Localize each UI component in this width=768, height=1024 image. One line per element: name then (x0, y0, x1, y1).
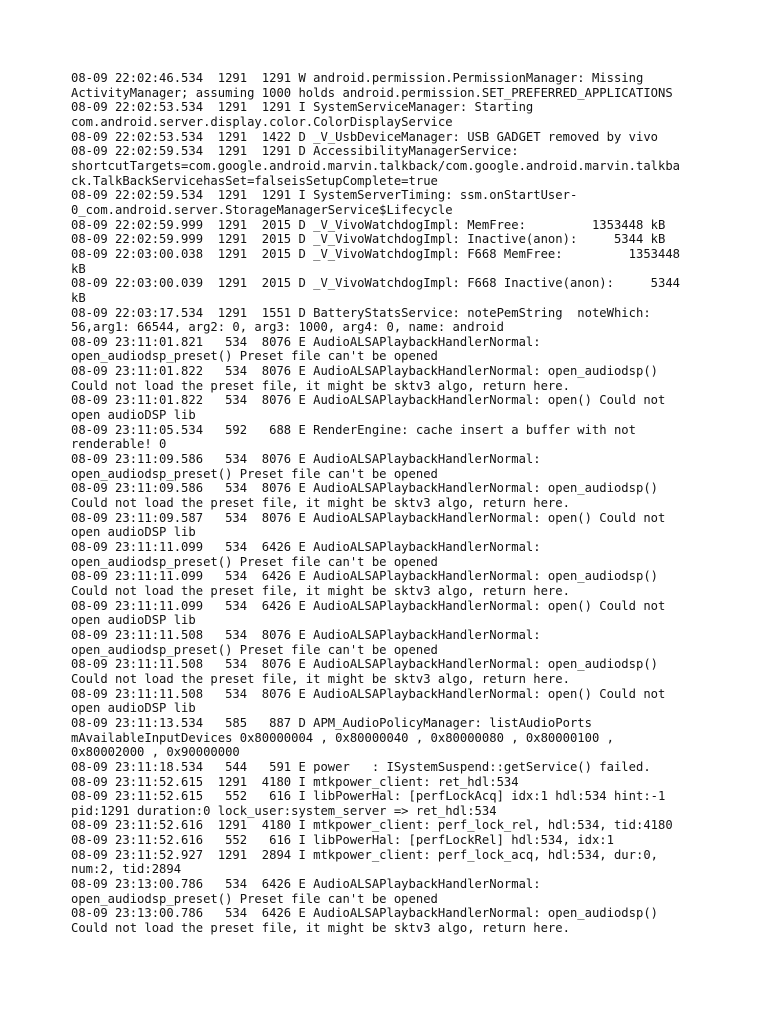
log-line: open audioDSP lib (71, 408, 196, 423)
log-line: open_audiodsp_preset() Preset file can't be opened (71, 642, 438, 657)
log-line: com.android.server.display.color.ColorDisplayService (71, 114, 453, 129)
log-line: Could not load the preset file, it might be sktv3 algo, return here. (71, 583, 570, 598)
log-line: Could not load the preset file, it might be sktv3 algo, return here. (71, 378, 570, 393)
log-line: mAvailableInputDevices 0x80000004 , 0x80000040 , 0x80000080 , 0x80000100 , (71, 730, 614, 745)
log-line: 0x80002000 , 0x90000000 (71, 745, 240, 760)
log-line: 08-09 23:11:11.099 534 6426 E AudioALSAPlaybackHandlerNormal: open() Could not (71, 598, 666, 613)
log-line: 08-09 23:11:09.587 534 8076 E AudioALSAPlaybackHandlerNormal: open() Could not (71, 510, 666, 525)
log-line: ActivityManager; assuming 1000 holds android.permission.SET_PREFERRED_APPLICATIONS (71, 85, 673, 100)
log-line: ck.TalkBackServicehasSet=falseisSetupComplete=true (71, 173, 438, 188)
log-line: renderable! 0 (71, 437, 167, 452)
log-line: 08-09 23:11:52.927 1291 2894 I mtkpower_client: perf_lock_acq, hdl:534, dur:0, (71, 847, 658, 862)
log-line: 08-09 23:11:09.586 534 8076 E AudioALSAPlaybackHandlerNormal: (71, 452, 541, 467)
log-line: open audioDSP lib (71, 613, 196, 628)
log-line: 08-09 23:11:05.534 592 688 E RenderEngine: cache insert a buffer with not (71, 422, 636, 437)
log-line: 08-09 23:11:11.508 534 8076 E AudioALSAPlaybackHandlerNormal: open() Could not (71, 686, 666, 701)
log-line: 08-09 22:02:59.999 1291 2015 D _V_VivoWatchdogImpl: Inactive(anon): 5344 kB (71, 232, 666, 247)
log-line: 08-09 23:11:13.534 585 887 D APM_AudioPolicyManager: listAudioPorts (71, 715, 592, 730)
log-line: 08-09 22:03:17.534 1291 1551 D BatteryStatsService: notePemString noteWhich: (71, 305, 651, 320)
log-line: Could not load the preset file, it might be sktv3 algo, return here. (71, 921, 570, 936)
log-line: 08-09 22:03:00.039 1291 2015 D _V_VivoWatchdogImpl: F668 Inactive(anon): 5344 (71, 276, 681, 291)
log-line: 08-09 23:11:52.615 1291 4180 I mtkpower_client: ret_hdl:534 (71, 774, 519, 789)
log-page (71, 71, 701, 936)
log-line: open audioDSP lib (71, 525, 196, 540)
log-line: 08-09 23:11:09.586 534 8076 E AudioALSAPlaybackHandlerNormal: open_audiodsp() (71, 481, 658, 496)
log-line: 08-09 22:02:59.534 1291 1291 I SystemServerTiming: ssm.onStartUser- (71, 188, 578, 203)
log-line: 08-09 22:02:53.534 1291 1291 I SystemServiceManager: Starting (71, 100, 534, 115)
log-line: 08-09 23:11:52.616 1291 4180 I mtkpower_client: perf_lock_rel, hdl:534, tid:4180 (71, 818, 673, 833)
log-line: shortcutTargets=com.google.android.marvin.talkback/com.google.android.marvin.talkba (71, 158, 681, 173)
log-line: 08-09 23:11:52.616 552 616 I libPowerHal: [perfLockRel] hdl:534, idx:1 (71, 833, 614, 848)
log-line: 0_com.android.server.StorageManagerService$Lifecycle (71, 202, 453, 217)
log-line: 08-09 22:02:59.534 1291 1291 D AccessibilityManagerService: (71, 144, 519, 159)
log-line: Could not load the preset file, it might be sktv3 algo, return here. (71, 671, 570, 686)
log-line: 08-09 23:11:01.822 534 8076 E AudioALSAPlaybackHandlerNormal: open_audiodsp() (71, 364, 658, 379)
log-line: 08-09 22:02:46.534 1291 1291 W android.permission.PermissionManager: Missing (71, 71, 644, 85)
log-line: kB (71, 261, 86, 276)
log-line: 08-09 23:11:01.821 534 8076 E AudioALSAPlaybackHandlerNormal: (71, 334, 541, 349)
log-line: open_audiodsp_preset() Preset file can't be opened (71, 466, 438, 481)
log-line: 08-09 22:02:59.999 1291 2015 D _V_VivoWatchdogImpl: MemFree: 1353448 kB (71, 217, 666, 232)
log-line: num:2, tid:2894 (71, 862, 182, 877)
log-line: 08-09 23:11:01.822 534 8076 E AudioALSAPlaybackHandlerNormal: open() Could not (71, 393, 666, 408)
log-line: 08-09 23:11:11.099 534 6426 E AudioALSAPlaybackHandlerNormal: (71, 540, 541, 554)
log-line: 08-09 23:11:11.099 534 6426 E AudioALSAPlaybackHandlerNormal: open_audiodsp() (71, 569, 658, 584)
log-line: Could not load the preset file, it might be sktv3 algo, return here. (71, 496, 570, 511)
log-line: open_audiodsp_preset() Preset file can't be opened (71, 349, 438, 364)
log-line: 56,arg1: 66544, arg2: 0, arg3: 1000, arg4: 0, name: android (71, 320, 504, 335)
log-line: 08-09 23:11:52.615 552 616 I libPowerHal: [perfLockAcq] idx:1 hdl:534 hint:-1 (71, 789, 666, 804)
log-line: 08-09 23:11:18.534 544 591 E power : ISystemSuspend::getService() failed. (71, 759, 651, 774)
log-line: open_audiodsp_preset() Preset file can't be opened (71, 554, 438, 569)
log-line: 08-09 23:11:11.508 534 8076 E AudioALSAPlaybackHandlerNormal: (71, 627, 541, 642)
log-text (71, 71, 701, 936)
log-line: 08-09 22:03:00.038 1291 2015 D _V_VivoWatchdogImpl: F668 MemFree: 1353448 (71, 246, 681, 261)
log-line: open audioDSP lib (71, 701, 196, 716)
log-line: open_audiodsp_preset() Preset file can't be opened (71, 891, 438, 906)
log-line: 08-09 23:13:00.786 534 6426 E AudioALSAPlaybackHandlerNormal: (71, 877, 541, 892)
log-line: 08-09 22:02:53.534 1291 1422 D _V_UsbDeviceManager: USB GADGET removed by vivo (71, 129, 658, 144)
log-line: 08-09 23:13:00.786 534 6426 E AudioALSAPlaybackHandlerNormal: open_audiodsp() (71, 906, 658, 921)
log-line: pid:1291 duration:0 lock_user:system_server => ret_hdl:534 (71, 803, 497, 818)
log-line: kB (71, 290, 86, 305)
log-line: 08-09 23:11:11.508 534 8076 E AudioALSAPlaybackHandlerNormal: open_audiodsp() (71, 657, 658, 672)
